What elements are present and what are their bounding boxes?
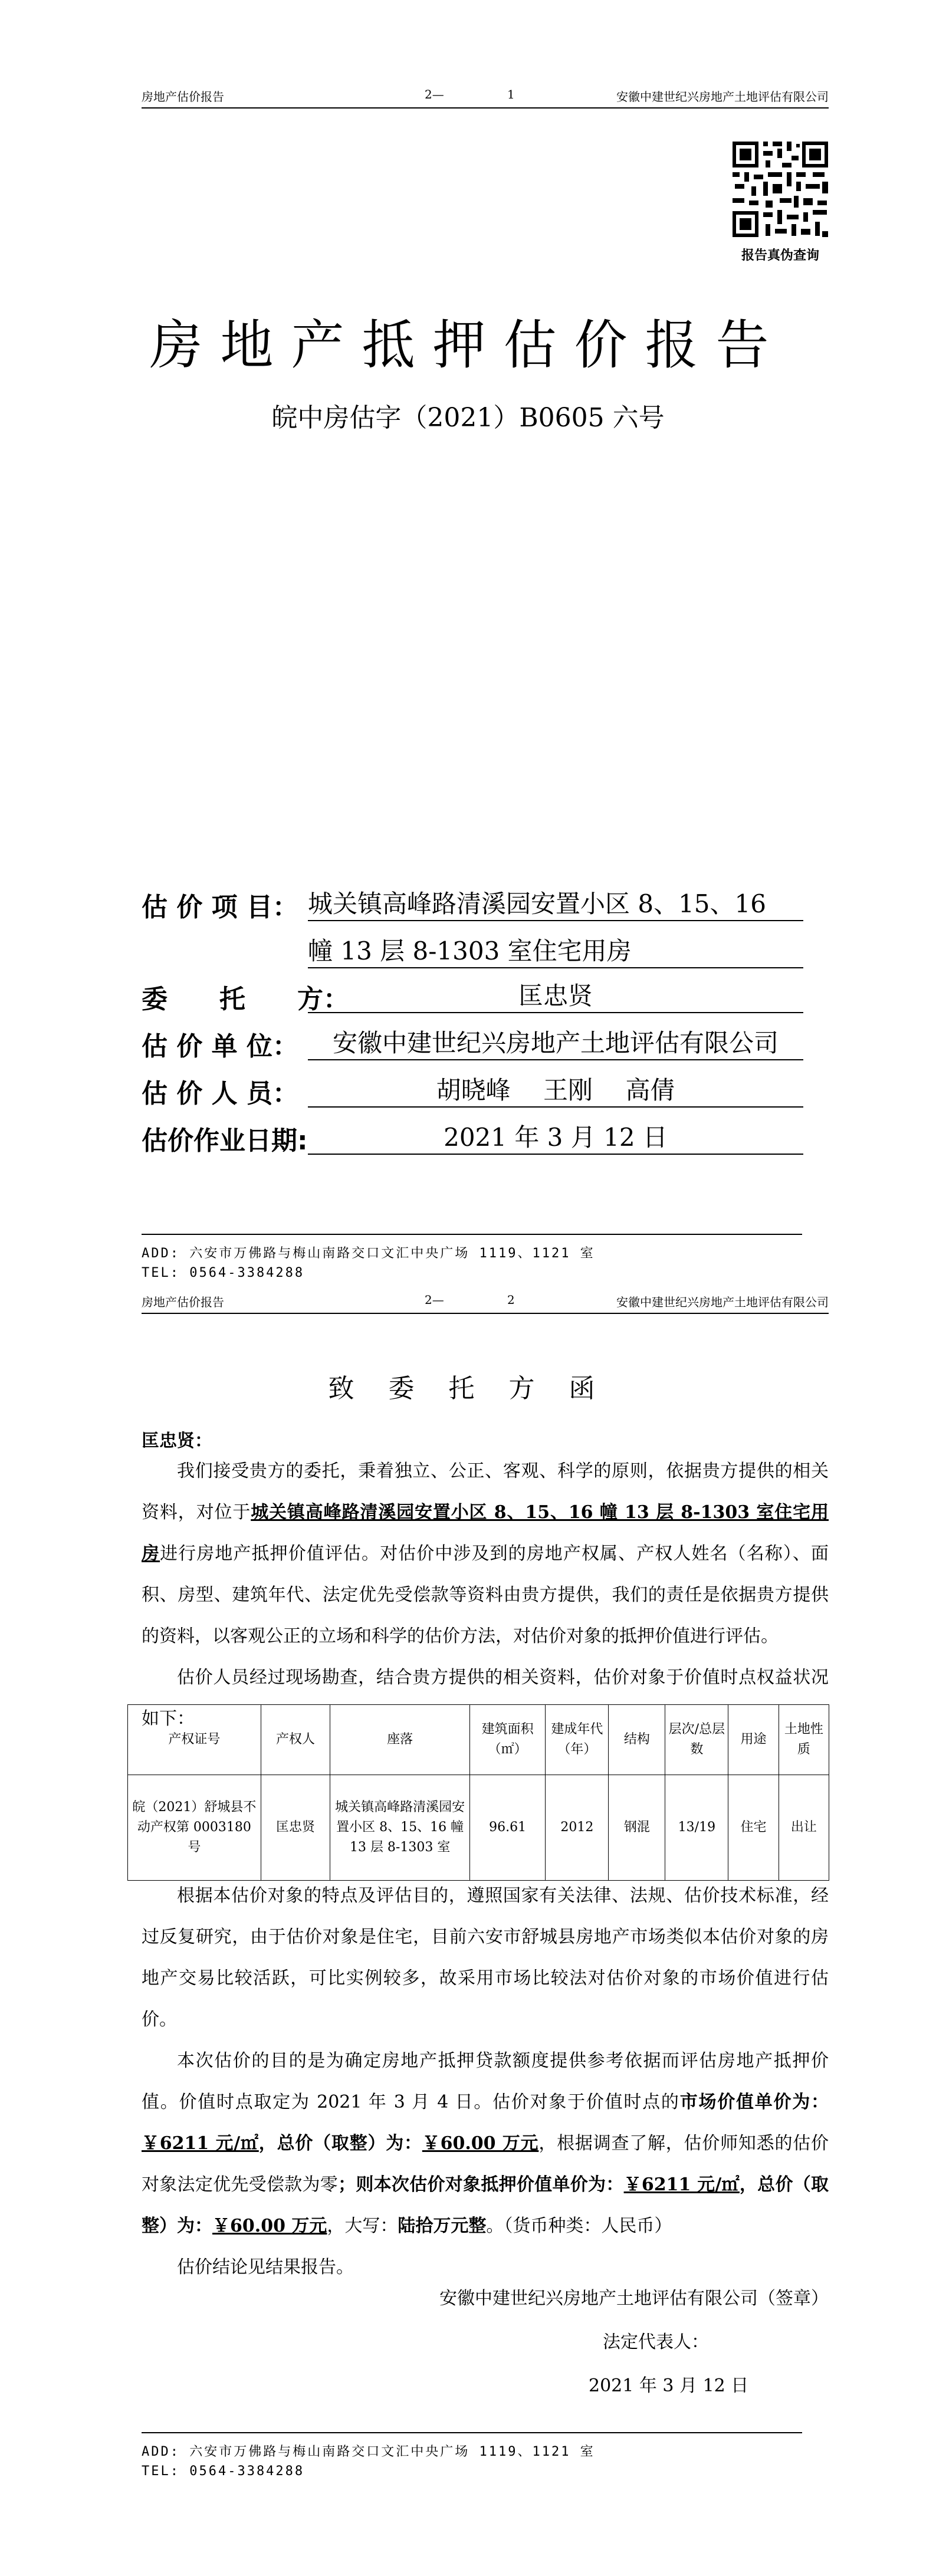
date-label: 估价作业日期: (142, 1126, 308, 1156)
footer-tel: TEL: 0564-3384288 (142, 2464, 305, 2479)
report-title: 房地产抵押估价报告 (149, 314, 787, 376)
p4-mortgage-total: ￥60.00 万元 (212, 2216, 327, 2236)
p4-text-g: ；则本次估价对象 (338, 2174, 481, 2195)
paragraph-1 (142, 1451, 829, 1657)
td-usage: 住宅 (728, 1775, 779, 1881)
qr-code[interactable] (730, 139, 830, 239)
th-location: 座落 (330, 1705, 470, 1775)
client-label: 委 托 方： (142, 984, 349, 1014)
th-year: 建成年代（年） (546, 1705, 609, 1775)
paragraph-5: 估价结论见结果报告。 (177, 2257, 354, 2278)
p4-mortgage-unit-label: 抵押价值单价为： (481, 2174, 624, 2195)
letter-title: 致 委 托 方 函 (328, 1374, 608, 1404)
td-floor: 13/19 (665, 1775, 728, 1881)
th-floor: 层次/总层数 (665, 1705, 728, 1775)
td-land: 出让 (779, 1775, 829, 1881)
header-page-a: 2— (425, 1293, 444, 1307)
footer-tel: TEL: 0564-3384288 (142, 1266, 305, 1280)
th-area: 建筑面积（㎡） (469, 1705, 546, 1775)
letter-body-top (142, 1451, 829, 1740)
staff-label: 估 价 人 员： (142, 1079, 298, 1109)
header-left: 房地产估价报告 (142, 90, 224, 104)
letter-body-bottom (142, 1875, 829, 2288)
p4-amount-in-words: 陆拾万元整 (398, 2216, 487, 2236)
p4-market-unit-label: 市场价值单价为： (679, 2092, 829, 2112)
p4-text-n: 。（货币种类：人民币） (486, 2216, 672, 2236)
p1-text-c: 进行房地产抵押价值评估。对估价中涉及到的房地产权属、产权人姓名（名称）、面积、房型、建筑年代、法定优先受偿款等资料由贵方提供，我们的责任是依据贵方提供的资料，以客观公正的立场和科学的估价方法，对估价对象的抵押价值进行评估。 (142, 1543, 829, 1647)
table-row (128, 1775, 829, 1881)
p1-property-address: 城关镇高峰路清溪园安置小区 8、15、16 幢 13 层 8-1303 室住宅用房 (142, 1502, 829, 1564)
header-page-b: 2 (507, 1293, 515, 1307)
th-land: 土地性质 (779, 1705, 829, 1775)
unit-value: 安徽中建世纪兴房地产土地评估有限公司 (308, 1024, 803, 1060)
header-page-a: 2— (425, 87, 444, 101)
p4-market-unit-price: ￥6211 元/㎡ (142, 2133, 259, 2154)
report-number: 皖中房估字（2021）B0605 六号 (271, 403, 665, 433)
paragraph-4 (142, 2041, 829, 2247)
td-cert-no: 皖（2021）舒城县不动产权第 0003180 号 (128, 1775, 261, 1881)
signature-date: 2021 年 3 月 12 日 (589, 2375, 749, 2396)
date-value: 2021 年 3 月 12 日 (308, 1118, 803, 1155)
project-label: 估 价 项 目： (142, 892, 298, 922)
staff-value: 胡晓峰 王刚 高倩 (308, 1071, 803, 1108)
p4-text-l: ，大写： (327, 2216, 398, 2236)
p4-total-label-2: ，总价（取整）为： (142, 2174, 829, 2236)
td-structure: 钢混 (609, 1775, 665, 1881)
client-value: 匡忠贤 (308, 977, 803, 1013)
footer-address: ADD: 六安市万佛路与梅山南路交口文汇中央广场 1119、1121 室 (142, 2444, 595, 2459)
p4-market-total: ￥60.00 万元 (422, 2133, 539, 2154)
page1-header (142, 84, 829, 109)
unit-label: 估 价 单 位： (142, 1031, 298, 1062)
p4-text-f: ，根据调查了解，估价师知悉的估价对象法定优先受偿款为零 (142, 2133, 829, 2195)
page2-header (142, 1289, 829, 1314)
footer-address: ADD: 六安市万佛路与梅山南路交口文汇中央广场 1119、1121 室 (142, 1246, 595, 1261)
header-left: 房地产估价报告 (142, 1295, 224, 1309)
p1-text-a: 我们接受贵方的委托，秉着独立、公正、客观、科学的原则，依据贵方提供的相关资料，对位于 (142, 1461, 829, 1523)
paragraph-2: 估价人员经过现场勘查，结合贵方提供的相关资料，估价对象于价值时点权益状况如下： (142, 1667, 829, 1729)
property-table (127, 1704, 829, 1881)
th-usage: 用途 (728, 1705, 779, 1775)
salutation: 匡忠贤： (142, 1431, 212, 1451)
company-signature: 安徽中建世纪兴房地产土地评估有限公司（签章） (439, 2288, 829, 2309)
p4-total-label: ，总价（取整）为： (258, 2133, 422, 2154)
footer-divider (142, 1234, 802, 1235)
p4-text-a: 本次估价的目的是为确定房地产抵押贷款额度提供参考依据而评估房地产抵押价值。价值时点取定为 2021 年 3 月 4 日。估价对象于价值时点的 (142, 2051, 829, 2112)
header-page-b: 1 (507, 87, 515, 101)
td-location: 城关镇高峰路清溪园安置小区 8、15、16 幢 13 层 8-1303 室 (330, 1775, 470, 1881)
th-owner: 产权人 (261, 1705, 330, 1775)
header-right: 安徽中建世纪兴房地产土地评估有限公司 (616, 1295, 829, 1309)
table-header-row (128, 1705, 829, 1775)
td-owner: 匡忠贤 (261, 1775, 330, 1881)
paragraph-3: 根据本估价对象的特点及评估目的，遵照国家有关法律、法规、估价技术标准，经过反复研究，由于估价对象是住宅，目前六安市舒城县房地产市场类似本估价对象的房地产交易比较活跃，可比实例较多，故采用市场比较法对估价对象的市场价值进行估价。 (142, 1885, 829, 2030)
footer-divider (142, 2432, 802, 2433)
header-right: 安徽中建世纪兴房地产土地评估有限公司 (616, 90, 829, 104)
th-structure: 结构 (609, 1705, 665, 1775)
td-area: 96.61 (469, 1775, 546, 1881)
legal-representative: 法定代表人： (603, 2332, 709, 2352)
th-cert-no: 产权证号 (128, 1705, 261, 1775)
td-year: 2012 (546, 1775, 609, 1881)
project-value-line2: 幢 13 层 8-1303 室住宅用房 (308, 932, 803, 968)
qr-caption: 报告真伪查询 (741, 248, 819, 263)
p4-mortgage-unit-price: ￥6211 元/㎡ (623, 2174, 740, 2195)
project-value-line1: 城关镇高峰路清溪园安置小区 8、15、16 (308, 885, 803, 921)
